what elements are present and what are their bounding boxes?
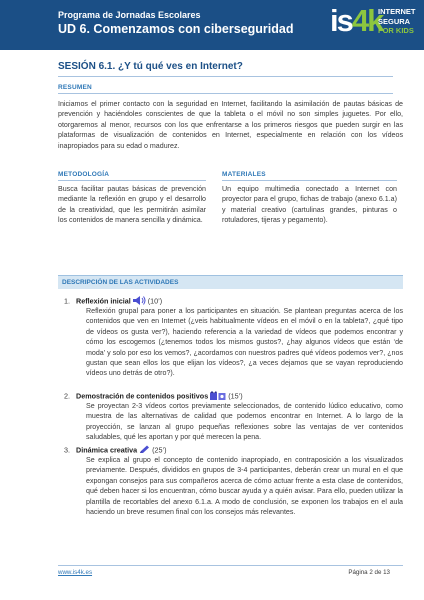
activity-3-text: Se explica al grupo el concepto de contenido inapropiado, en contraposición a los visualizados previamente. Después, divididos en grupos de 3-4 participantes, deberán crear un mural en el que expongan consejos para sus compañeros acerca de cómo actuar frente a esta clase de contenidos, qué deben hacer si los encuentran, cómo buscar ayuda y a quién avisar. Para ello, pueden utilizar la plantilla de recortables del anexo 6.1.a. A modo de conclusión, se exponen los trabajos en el aula haciendo un breve resumen final con los consejos más relevantes. <box>86 456 403 517</box>
logo-brand-b: 4k <box>351 3 383 38</box>
activities-heading-band <box>58 275 403 289</box>
resumen-divider <box>58 93 393 94</box>
logo-line-1: INTERNET <box>378 7 416 16</box>
activity-3-number: 3. <box>64 445 70 455</box>
session-title: SESIÓN 6.1. ¿Y tú qué ves en Internet? <box>58 61 243 72</box>
activity-1-title: Reflexión inicial <box>76 296 131 306</box>
activity-3-title: Dinámica creativa <box>76 445 138 455</box>
activity-2-title: Demostración de contenidos positivos <box>76 391 209 401</box>
footer-website-link[interactable]: www.is4k.es <box>58 569 93 576</box>
activity-1-duration: (10’) <box>147 296 163 306</box>
materiales-text: Un equipo multimedia conectado a Internet con proyector para el grupo, fichas de trabajo (anexo 6.1.a) y material creativo (cartulinas grandes, pinturas o rotuladores, tijeras y pegamento). <box>222 185 397 225</box>
metodologia-heading: METODOLOGÍA <box>58 171 110 178</box>
is4k-logo <box>330 2 420 48</box>
activity-3-duration: (25’) <box>152 445 167 455</box>
activity-1-number: 1. <box>64 296 70 306</box>
page-header <box>0 0 424 50</box>
metodologia-divider <box>58 180 206 181</box>
footer-divider <box>58 565 403 566</box>
program-name: Programa de Jornadas Escolares <box>58 10 201 20</box>
logo-line-3: FOR KIDS <box>378 26 414 35</box>
logo-line-2: SEGURA <box>378 16 411 26</box>
metodologia-text: Busca facilitar pautas básicas de prevención mediante la reflexión en grupo y el desarrollo de la creatividad, que les permitirán asimilar los contenidos de manera sencilla y dinámica. <box>58 185 206 225</box>
activity-2-number: 2. <box>64 391 70 401</box>
unit-title: UD 6. Comenzamos con ciberseguridad <box>58 22 294 36</box>
page-number: Página 2 de 13 <box>348 569 390 576</box>
title-divider <box>58 76 393 77</box>
activity-2-duration: (15’) <box>228 391 243 401</box>
resumen-heading: RESUMEN <box>58 84 92 91</box>
activity-1-text: Reflexión grupal para poner a los participantes en situación. Se plantean preguntas acerca de los contenidos que ven en Internet (¿veis habitualmente vídeos en el móvil o en la tableta?, ¿qué tipo de vídeos os gusta ver?), haciendo referencia a la variedad de vídeos que podemos encontrar y cómo los escogemos (¿tenemos todos los mismos gustos?, ¿hay algunos vídeos que están ‘de moda’ y solo por eso los vemos?, ¿acordamos con nuestros padres qué vídeos podemos ver?, ¿nos gustan que sean ellos los que elijan los vídeos?, ¿a veces dejamos que se vayan reproduciendo vídeos uno detrás de otro?). <box>86 307 403 378</box>
resumen-text: Iniciamos el primer contacto con la seguridad en Internet, facilitando la asimilación de pautas básicas de prevención y haciéndoles conscientes de que la tableta o el móvil no son simples juguetes. Por ello, otorgaremos al menor, recursos con los que enfrentarse a los primeros riesgos que pueden surgir en las plataformas de visualización de contenidos en Internet, especialmente en relación con los vídeos inapropiados para su edad o madurez. <box>58 100 403 150</box>
activities-heading: DESCRIPCIÓN DE LAS ACTIVIDADES <box>62 279 179 286</box>
materiales-divider <box>222 180 397 181</box>
materiales-heading: MATERIALES <box>222 171 266 178</box>
activity-2-text: Se proyectan 2-3 vídeos cortos previamente seleccionados, de contenido lúdico educativo, como muestra de las alternativas de calidad que podemos encontrar en Internet. A lo largo de la proyección, se lanzan al grupo pequeñas reflexiones sobre las ventajas de ver contenidos saludables, qué les aportan y por qué merecen la pena. <box>86 402 403 442</box>
logo-brand-a: is <box>330 3 352 38</box>
